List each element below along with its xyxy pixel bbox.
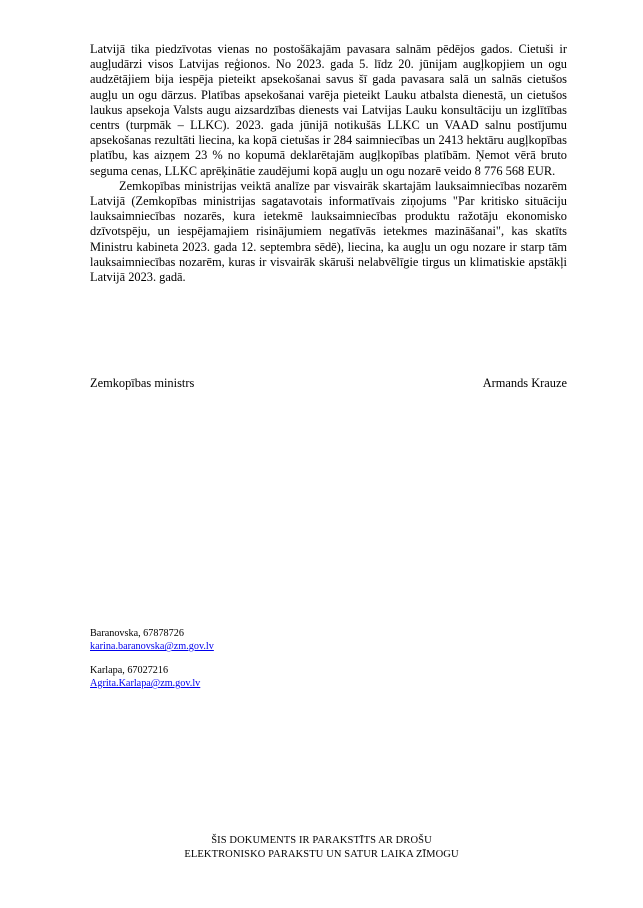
body-paragraph: Zemkopības ministrijas veiktā analīze par visvairāk skartajām lauksaimniecības nozarēm Latvijā (Zemkopības ministrijas sagatavotais informatīvais ziņojums "Par kritisko situāciju lauksaimniecības nozarēs, kura ietekmē lauksaimniecības produktu ražotāju ekonomisko dzīvotspēju, un iespējamajiem risinājumiem negatīvās ietekmes mazināšanai", kas skatīts Ministru kabineta 2023. gada 12. septembra sēdē), liecina, ka augļu un ogu nozare ir starp tām lauksaimniecības nozarēm, kuras ir visvairāk skāruši nelabvēlīgie tirgus un klimatiskie apstākļi Latvijā 2023. gadā. bbox=[90, 178, 567, 285]
contact-name-phone: Baranovska, 67878726 bbox=[90, 628, 184, 639]
e-signature-notice-line: ŠIS DOKUMENTS IR PARAKSTĪTS AR DROŠU bbox=[211, 835, 432, 846]
contact-block bbox=[90, 627, 214, 653]
e-signature-notice-line: ELEKTRONISKO PARAKSTU UN SATUR LAIKA ZĪMOGU bbox=[184, 848, 459, 860]
signatory-name: Armands Krauze bbox=[482, 376, 567, 390]
contact-email-link[interactable]: karina.baranovska@zm.gov.lv bbox=[90, 641, 214, 652]
contact-block bbox=[90, 664, 200, 690]
e-signature-notice bbox=[0, 834, 643, 861]
body-paragraph: Latvijā tika piedzīvotas vienas no postošākajām pavasara salnām pēdējos gados. Cietuši ir augļudārzi visos Latvijas reģionos. No 2023. gada 5. līdz 20. jūnijam augļkopjiem un ogu audzētājiem bija iespēja pieteikt apsekošanai savus šī gada pavasara salā un salnās cietušos augļu un ogu dārzus. Platības apsekošanai varēja pieteikt Lauku atbalsta dienestā, un cietušos laukus apsekoja Valsts augu aizsardzības dienests vai Latvijas Lauku konsultāciju un izglītības centrs (turpmāk – LLKC). 2023. gada jūnijā notikušās LLKC un VAAD salnu postījumu apsekošanas rezultāti liecina, ka kopā cietušas ir 284 saimniecības un 2413 hektāru augļkopības platību, kas aizņem 23 % no kopumā deklarētajām augļkopības platībām. Ņemot vērā bruto seguma cenas, LLKC aprēķinātie zaudējumi kopā augļu un ogu nozarē veido 8 776 568 EUR. bbox=[90, 42, 567, 178]
signatory-role: Zemkopības ministrs bbox=[90, 376, 195, 390]
document-body bbox=[90, 42, 567, 285]
contact-email-link[interactable]: Agrita.Karlapa@zm.gov.lv bbox=[90, 678, 201, 689]
contact-name-phone: Karlapa, 67027216 bbox=[90, 665, 169, 676]
